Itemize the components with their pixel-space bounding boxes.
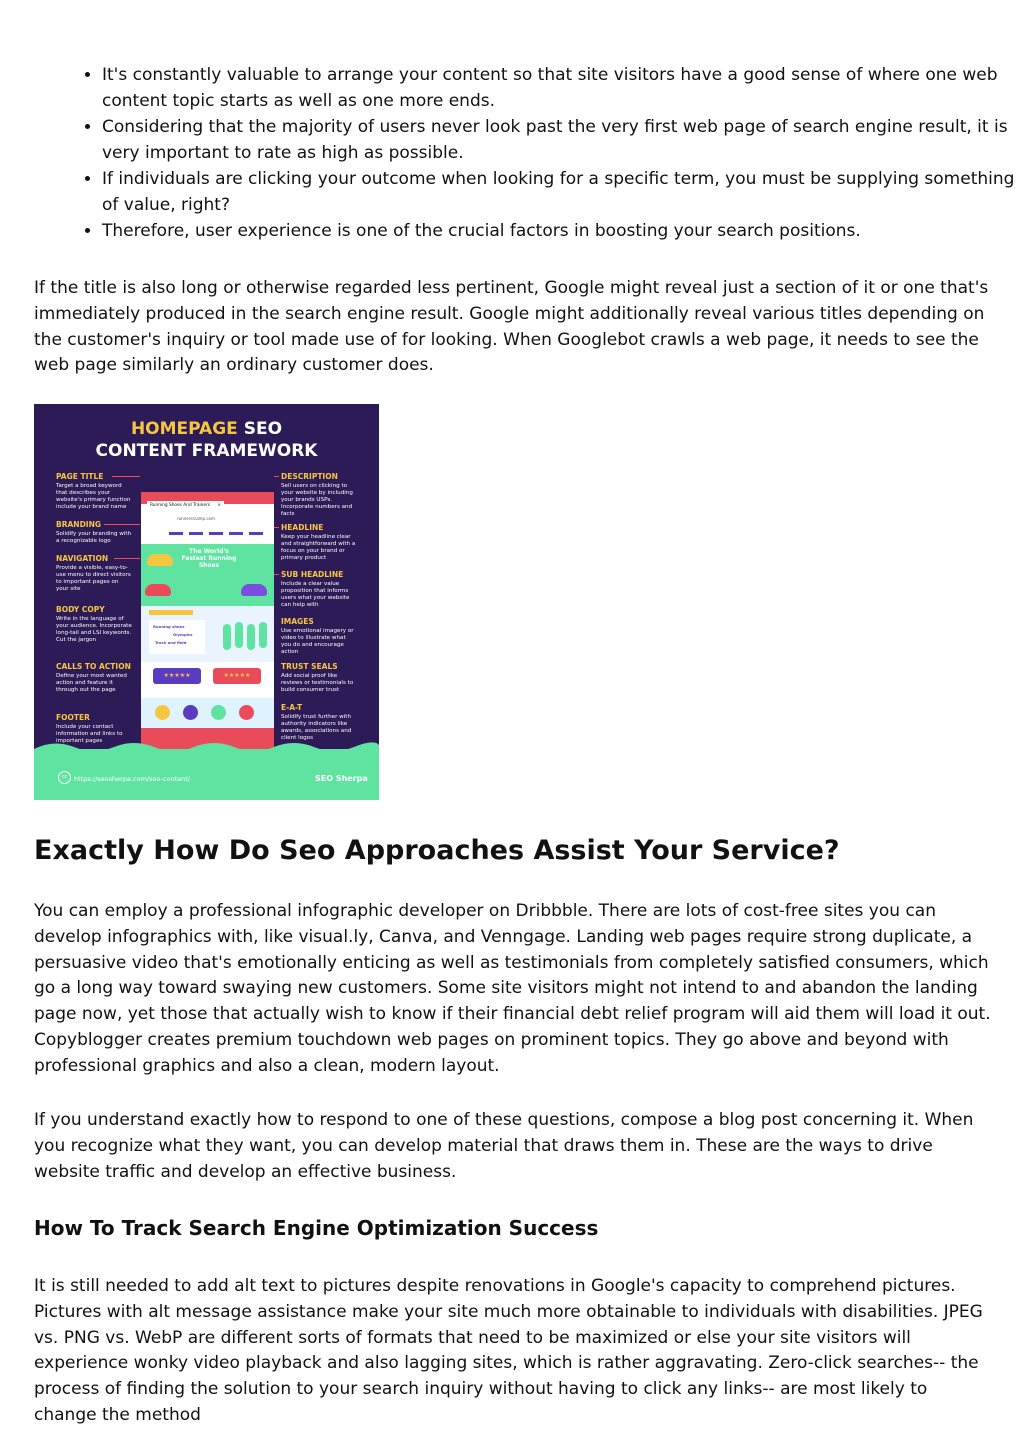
mock-cta-row xyxy=(141,662,274,698)
mock-hero-title: The World's Fastest Running Shoes xyxy=(181,548,237,569)
keyword-tag: Olympics xyxy=(173,632,193,637)
runner-image xyxy=(235,622,243,648)
bullet-item: • It's constantly valuable to arrange your content so that site visitors have a good sense of where one web content topic starts as well as one more ends. xyxy=(102,62,1022,114)
creative-commons-icon: cc xyxy=(58,771,71,784)
wave-shape xyxy=(34,737,379,751)
desc-images: Use emotional imagery or video to illustrate what you do and encourage action xyxy=(281,628,354,655)
trophy-icon xyxy=(155,705,170,720)
keyword-tag: Track and field xyxy=(155,640,187,645)
connector-line xyxy=(274,527,279,528)
label-calls-to-action: CALLS TO ACTION xyxy=(56,662,131,671)
label-footer: FOOTER xyxy=(56,713,90,722)
mock-cta-button: ★★★★★ xyxy=(213,668,261,684)
bullet-item: • Therefore, user experience is one of the crucial factors in boosting your search positions. xyxy=(102,218,1022,244)
shoe-image xyxy=(145,584,171,596)
mock-tab-title: Running Shoes And Trainers xyxy=(150,503,211,508)
paragraph-blog-post: If you understand exactly how to respond to one of these questions, compose a blog post concerning it. When you recognize what they want, you can develop material that draws them in. These are the ways to drive website traffic and develop an effective business. xyxy=(34,1110,974,1182)
connector-line xyxy=(114,558,140,559)
connector-line xyxy=(104,524,140,525)
runner-image xyxy=(247,624,255,650)
desc-e-a-t: Solidify trust further with authority indicators like awards, associations and client logos xyxy=(281,714,352,741)
label-branding: BRANDING xyxy=(56,520,102,529)
mock-tab-close-icon: × xyxy=(217,503,221,508)
connector-line xyxy=(274,476,279,477)
desc-navigation: Provide a visible, easy-to-use menu to direct visitors to important pages on your site xyxy=(56,565,131,592)
connector-line xyxy=(112,476,140,477)
trophy-icon xyxy=(211,705,226,720)
keyword-tag: Running shoes xyxy=(153,624,185,629)
infographic-title-highlight: HOMEPAGE xyxy=(130,419,238,439)
connector-line xyxy=(274,574,279,575)
trophy-icon xyxy=(183,705,198,720)
shoe-image xyxy=(241,584,267,596)
section-heading: Exactly How Do Seo Approaches Assist Your Service? xyxy=(34,835,840,866)
mock-nav-item xyxy=(209,532,223,535)
paragraph-alt-text: It is still needed to add alt text to pictures despite renovations in Google's capacity to comprehend pictures. Pictures with alt message assistance make your site much more obtainable to individuals with disabilities. JPEG vs. PNG vs. WebP are different sorts of formats that need to be maximized or else your site visitors will experience wonky video playback and also lagging sites, which is rather aggravating. Zero-click searches-- the process of finding the solution to your search inquiry without having to click any links-- are most likely to change the method xyxy=(34,1276,983,1425)
desc-trust-seals: Add social proof like reviews or testimonials to build consumer trust xyxy=(281,673,354,693)
mock-body-section xyxy=(141,606,274,662)
desc-page-title: Target a broad keyword that describes your website's primary function include your brand name xyxy=(56,483,131,510)
label-sub-headline: SUB HEADLINE xyxy=(281,570,344,579)
trophy-icon xyxy=(239,705,254,720)
subsection-heading: How To Track Search Engine Optimization Success xyxy=(34,1216,599,1240)
infographic-title-rest: SEO xyxy=(243,419,283,439)
mock-nav-item xyxy=(189,532,203,535)
seo-infographic xyxy=(34,404,379,800)
label-body-copy: BODY COPY xyxy=(56,605,105,614)
mock-nav-item xyxy=(249,532,263,535)
label-e-a-t: E-A-T xyxy=(281,703,303,712)
runner-image xyxy=(223,624,231,650)
mock-nav-item xyxy=(229,532,243,535)
seo-sherpa-logo: SEO Sherpa xyxy=(315,774,368,783)
runner-image xyxy=(259,622,267,648)
website-mockup xyxy=(141,492,274,750)
mock-cta-button: ★★★★★ xyxy=(153,668,201,684)
bullet-item: • Considering that the majority of users never look past the very first web page of search engine result, it is very important to rate as high as possible. xyxy=(102,114,1022,166)
desc-calls-to-action: Define your most wanted action and feature it through out the page xyxy=(56,673,127,693)
infographic-title-line1 xyxy=(34,418,379,440)
mock-hero xyxy=(141,544,274,606)
desc-description: Sell users on clicking to your website by including your brands USPs. Incorporate numbers and facts xyxy=(281,483,353,517)
label-navigation: NAVIGATION xyxy=(56,554,109,563)
mock-body-copy xyxy=(149,620,205,654)
mock-heading-bar xyxy=(149,610,193,615)
mock-nav-item xyxy=(169,532,183,535)
mock-trust-seals xyxy=(141,698,274,728)
desc-footer: Include your contact information and links to important pages xyxy=(56,724,123,744)
bullet-item: • If individuals are clicking your outcome when looking for a specific term, you must be supplying something of value, right? xyxy=(102,166,1022,218)
desc-body-copy: Write in the language of your audience. Incorporate long-tail and LSI keywords. Cut the jargon xyxy=(56,616,132,643)
mock-url: runnersrcamp.com xyxy=(177,516,215,521)
paragraph-title-length: If the title is also long or otherwise regarded less pertinent, Google might reveal just a section of it or one that's immediately produced in the search engine result. Google might additionally reveal various titles depending on the customer's inquiry or tool made use of for looking. When Googlebot crawls a web page, it needs to see the web page similarly an ordinary customer does. xyxy=(34,278,989,376)
desc-headline: Keep your headline clear and straightforward with a focus on your brand or primary product xyxy=(281,534,356,561)
label-description: DESCRIPTION xyxy=(281,472,338,481)
label-images: IMAGES xyxy=(281,617,314,626)
desc-sub-headline: Include a clear value proposition that informs users what your website can help with xyxy=(281,581,350,608)
desc-branding: Solidify your branding with a recognizable logo xyxy=(56,531,132,544)
infographic-footer-url: https://seosherpa.com/seo-content/ xyxy=(74,775,190,783)
label-headline: HEADLINE xyxy=(281,523,324,532)
infographic-title-line2: CONTENT FRAMEWORK xyxy=(95,441,318,461)
mock-browser-tab xyxy=(147,501,224,510)
shoe-image xyxy=(147,554,173,566)
bullet-list xyxy=(68,62,1022,244)
label-page-title: PAGE TITLE xyxy=(56,472,104,481)
label-trust-seals: TRUST SEALS xyxy=(281,662,338,671)
paragraph-infographic-developer: You can employ a professional infographic developer on Dribbble. There are lots of cost-free sites you can develop infographics with, like visual.ly, Canva, and Venngage. Landing web pages require strong duplicate, a persuasive video that's emotionally enticing as well as testimonials from completely satisfied consumers, which go a long way toward swaying new customers. Some site visitors might not intend to and abandon the landing page now, yet those that actually wish to know if their financial debt relief program will aid them will load it out. Copyblogger creates premium touchdown web pages on prominent topics. They go above and beyond with professional graphics and also a clean, modern layout. xyxy=(34,901,991,1076)
